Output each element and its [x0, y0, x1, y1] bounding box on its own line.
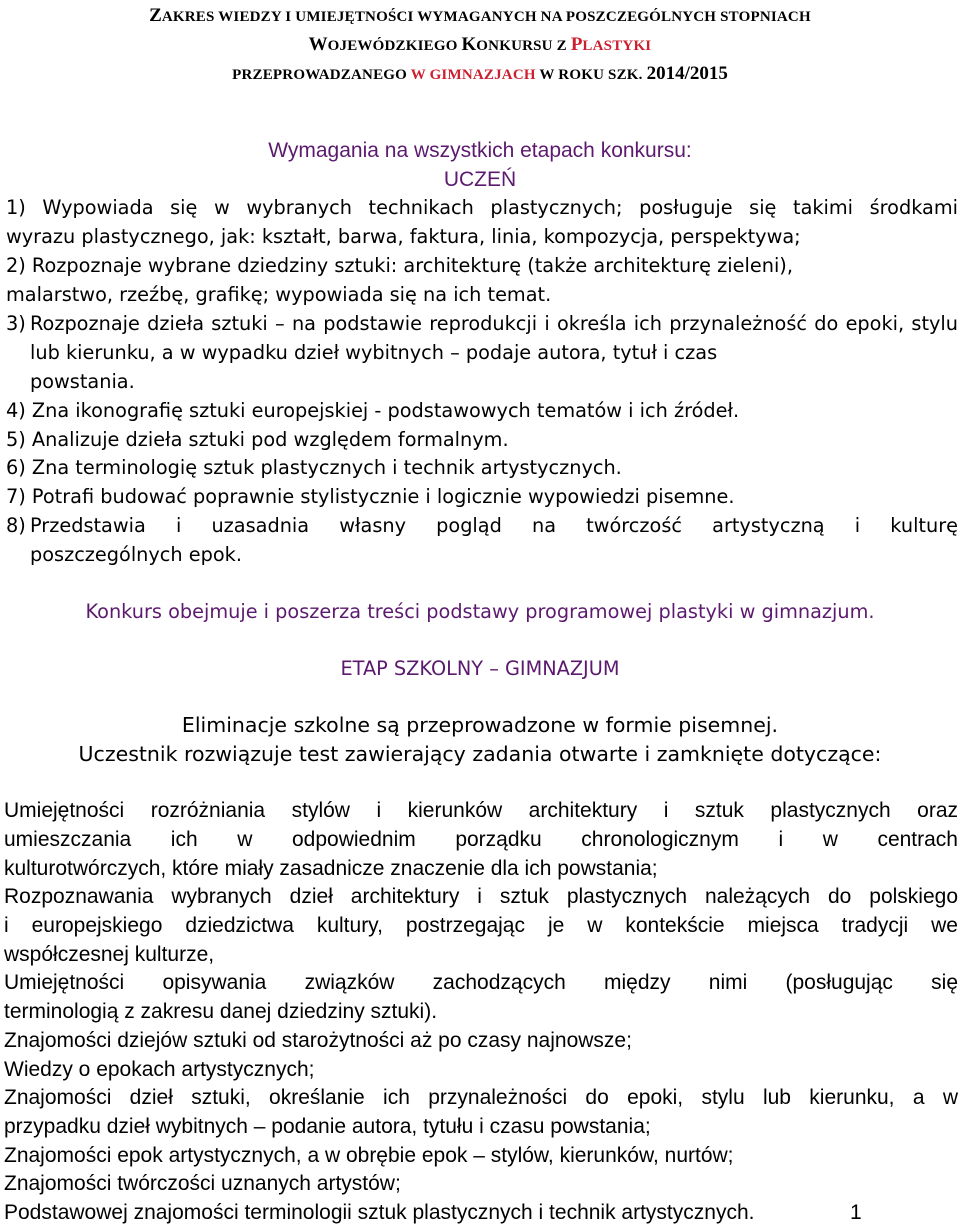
stage-title: ETAP SZKOLNY – GIMNAZJUM	[340, 657, 620, 680]
topic-4: Znajomości dziejów sztuki od starożytności aż po czasy najnowsze;	[4, 1029, 632, 1052]
requirement-6: 6) Zna terminologię sztuk plastycznych i technik artystycznych.	[6, 456, 622, 479]
topic-1-line-1: Umiejętności rozróżniania stylów i kierunków architektury i sztuk plastycznych oraz	[4, 799, 958, 822]
topic-9: Podstawowej znajomości terminologii sztuk plastycznych i technik artystycznych.	[4, 1201, 755, 1224]
requirement-1-line-1: 1) Wypowiada się w wybranych technikach plastycznych; posługuje się takimi środkami	[6, 196, 958, 219]
stage-intro-line-2: Uczestnik rozwiązuje test zawierający zadania otwarte i zamknięte dotyczące:	[78, 742, 882, 766]
requirement-1-line-2: wyrazu plastycznego, jak: kształt, barwa, faktura, linia, kompozycja, perspektywa;	[6, 225, 801, 248]
requirement-2-line-2: malarstwo, rzeźbę, grafikę; wypowiada się na ich temat.	[6, 283, 552, 306]
scope-note: Konkurs obejmuje i poszerza treści podstawy programowej plastyki w gimnazjum.	[85, 600, 875, 623]
requirement-7: 7) Potrafi budować poprawnie stylistycznie i logicznie wypowiedzi pisemne.	[6, 485, 735, 508]
topic-6-line-2: przypadku dzieł wybitnych – podanie autora, tytułu i czasu powstania;	[4, 1115, 651, 1138]
title-line-1: ZAKRES WIEDZY I UMIEJĘTNOŚCI WYMAGANYCH NA POSZCZEGÓLNYCH STOPNIACH	[149, 5, 811, 26]
topic-8: Znajomości twórczości uznanych artystów;	[4, 1172, 401, 1195]
topic-1-line-2: umieszczania ich w odpowiednim porządku chronologicznym i w centrach	[4, 828, 958, 851]
student-subheading: UCZEŃ	[443, 168, 517, 191]
requirement-3: 3) Rozpoznaje dzieła sztuki – na podstawie reprodukcji i określa ich przynależność do epoki, stylu lub kierunku, a w wypadku dzieł wybitnych – podaje autora, tytuł i czas powstania.	[6, 312, 958, 393]
document-title	[0, 2, 960, 89]
requirement-5: 5) Analizuje dzieła sztuki pod względem formalnym.	[6, 428, 509, 451]
topic-1-line-3: kulturotwórczych, które miały zasadnicze znaczenie dla ich powstania;	[4, 857, 658, 880]
topic-5: Wiedzy o epokach artystycznych;	[4, 1058, 315, 1081]
requirement-2-line-1: 2) Rozpoznaje wybrane dziedziny sztuki: architekturę (także architekturę zieleni),	[6, 254, 793, 277]
requirement-8: 8) Przedstawia i uzasadnia własny pogląd na twórczość artystyczną i kulturę poszczególnych epok.	[6, 514, 958, 566]
topic-3-line-1: Umiejętności opisywania związków zachodzących między nimi (posługując się	[4, 971, 958, 994]
title-line-3: PRZEPROWADZANEGO W GIMNAZJACH W ROKU SZK. 2014/2015	[232, 63, 728, 84]
topic-2-line-2: i europejskiego dziedzictwa kultury, postrzegając je w kontekście miejsca tradycji we	[4, 914, 958, 937]
topic-3-line-2: terminologią z zakresu danej dziedziny sztuki).	[4, 1000, 438, 1023]
topic-2-line-3: współczesnej kulturze,	[4, 943, 215, 966]
requirements-heading: Wymagania na wszystkich etapach konkursu:	[268, 139, 692, 162]
stage-intro-line-1: Eliminacje szkolne są przeprowadzone w formie pisemnej.	[181, 713, 779, 737]
topic-2-line-1: Rozpoznawania wybranych dzieł architektury i sztuk plastycznych należących do polskiego	[4, 885, 958, 908]
topic-6-line-1: Znajomości dzieł sztuki, określanie ich przynależności do epoki, stylu lub kierunku, a w	[4, 1086, 958, 1109]
requirement-4: 4) Zna ikonografię sztuki europejskiej - podstawowych tematów i ich źródeł.	[6, 399, 740, 422]
page-number: 1	[850, 1201, 862, 1224]
title-line-2: WOJEWÓDZKIEGO KONKURSU Z PLASTYKI	[308, 34, 652, 55]
topic-7: Znajomości epok artystycznych, a w obrębie epok – stylów, kierunków, nurtów;	[4, 1144, 734, 1167]
